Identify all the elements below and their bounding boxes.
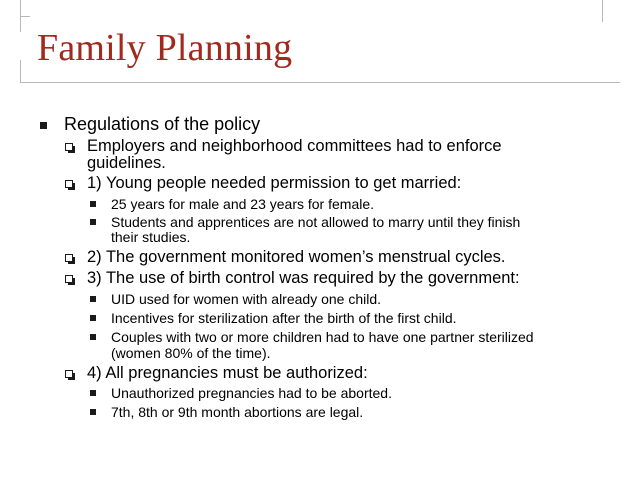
- item-text: Employers and neighborhood committees had to enforce: [87, 137, 502, 155]
- item-text: 4) All pregnancies must be authorized:: [87, 364, 368, 382]
- item-text: 7th, 8th or 9th month abortions are legal.: [111, 404, 364, 420]
- list-item-level3: [90, 385, 392, 401]
- square-bullet-icon: [90, 296, 96, 302]
- item-text: Unauthorized pregnancies had to be aborted.: [111, 385, 392, 401]
- item-text: Incentives for sterilization after the birth of the first child.: [111, 310, 457, 326]
- box-bullet-icon: [65, 275, 74, 284]
- slide-title: Family Planning: [37, 27, 293, 69]
- item-text: Couples with two or more children had to have one partner sterilized: [111, 329, 534, 345]
- item-text: 25 years for male and 23 years for female.: [111, 196, 375, 212]
- list-item-level3: [90, 404, 363, 420]
- box-bullet-icon: [65, 180, 74, 189]
- item-text: 2) The government monitored women’s menstrual cycles.: [87, 248, 506, 266]
- list-item-level2: [65, 138, 502, 155]
- box-bullet-icon: [65, 370, 74, 379]
- box-bullet-icon: [65, 254, 74, 263]
- list-item-level2: [65, 365, 368, 382]
- item-text: UID used for women with already one child.: [111, 291, 382, 307]
- list-item-continued: [87, 155, 166, 172]
- frame-line-right: [602, 0, 603, 22]
- frame-line-top: [20, 16, 30, 17]
- list-item-level2: [65, 249, 506, 266]
- item-text: Students and apprentices are not allowed to marry until they finish: [111, 214, 521, 230]
- box-bullet-icon: [65, 143, 74, 152]
- item-text: their studies.: [111, 229, 191, 245]
- square-bullet-icon: [90, 315, 96, 321]
- list-item-level1: [40, 114, 260, 134]
- item-text: 1) Young people needed permission to get married:: [87, 174, 462, 192]
- list-item-level3: [90, 310, 457, 326]
- item-text: Regulations of the policy: [64, 114, 261, 134]
- list-item-level2: [65, 175, 461, 192]
- list-item-continued: [111, 229, 190, 245]
- square-bullet-icon: [40, 122, 47, 129]
- square-bullet-icon: [90, 334, 96, 340]
- frame-line-divider: [20, 82, 620, 83]
- item-text: guidelines.: [87, 154, 166, 172]
- list-item-continued: [111, 345, 271, 361]
- square-bullet-icon: [90, 219, 96, 225]
- list-item-level3: [90, 329, 534, 345]
- item-text: 3) The use of birth control was required by the government:: [87, 269, 520, 287]
- item-text: (women 80% of the time).: [111, 345, 271, 361]
- list-item-level3: [90, 196, 374, 212]
- list-item-level3: [90, 214, 520, 230]
- square-bullet-icon: [90, 409, 96, 415]
- frame-line-left-bottom: [20, 60, 21, 82]
- list-item-level2: [65, 270, 520, 287]
- list-item-level3: [90, 291, 381, 307]
- square-bullet-icon: [90, 201, 96, 207]
- square-bullet-icon: [90, 390, 96, 396]
